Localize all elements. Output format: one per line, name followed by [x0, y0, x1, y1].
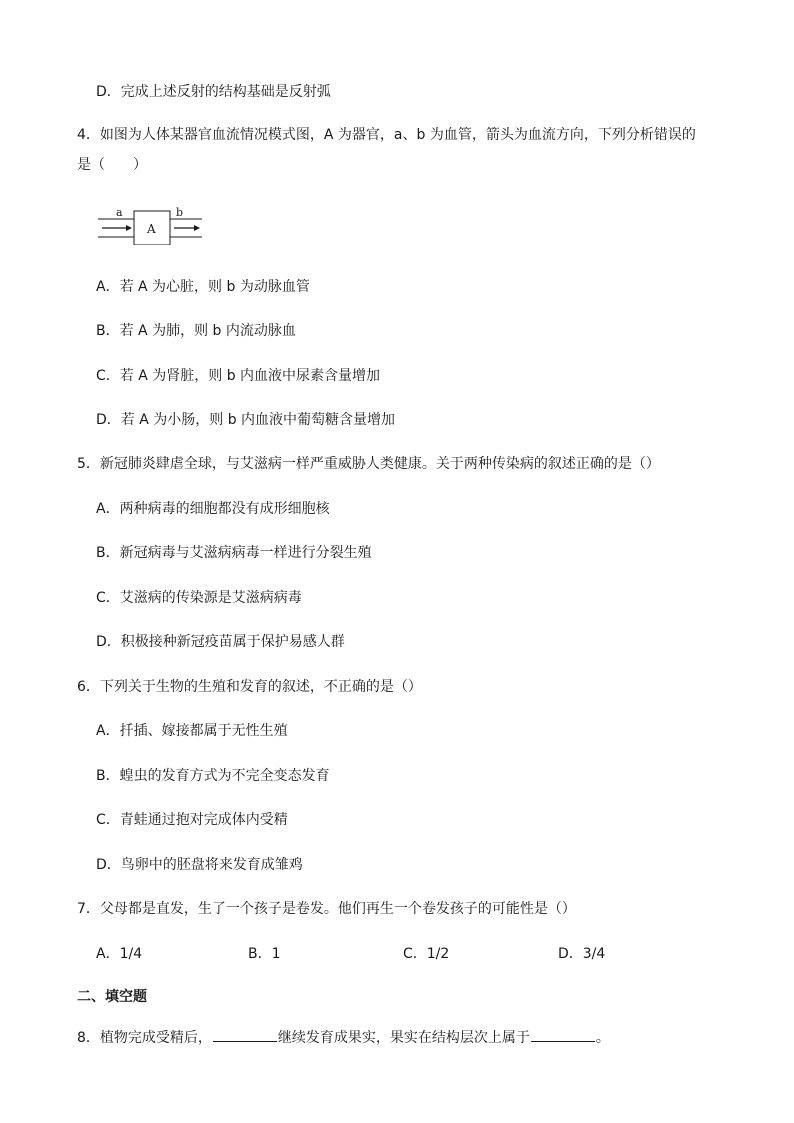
q4-option-d: D．若 A 为小肠，则 b 内血液中葡萄糖含量增加 [96, 412, 396, 428]
q8-text-part2: 继续发育成果实，果实在结构层次上属于 [277, 1030, 530, 1046]
organ-label: A [147, 222, 156, 236]
q6-option-b: B．蝗虫的发育方式为不完全变态发育 [96, 768, 330, 784]
q4-option-a: A．若 A 为心脏，则 b 为动脉血管 [96, 279, 310, 295]
q7-stem: 7．父母都是直发，生了一个孩子是卷发。他们再生一个卷发孩子的可能性是（） [77, 901, 576, 917]
q7-option-a: A．1/4 [96, 946, 143, 962]
q6-option-c: C．青蛙通过抱对完成体内受精 [96, 812, 288, 828]
q4-option-b: B．若 A 为肺，则 b 内流动脉血 [96, 323, 296, 339]
q4-stem-line1: 4．如图为人体某器官血流情况模式图，A 为器官，a、b 为血管，箭头为血流方向，下列分析错误的 [77, 127, 696, 143]
q8-text-part1: 8．植物完成受精后， [77, 1030, 212, 1046]
q4-stem-line2: 是（ ） [77, 157, 147, 173]
vessel-b-label: b [176, 206, 184, 219]
arrow-out-icon [194, 225, 200, 231]
q8-blank-1[interactable] [213, 1027, 277, 1042]
blood-flow-diagram [96, 205, 206, 245]
q8-text-part3: 。 [595, 1030, 610, 1046]
q5-stem: 5．新冠肺炎肆虐全球，与艾滋病一样严重威胁人类健康。关于两种传染病的叙述正确的是（） [77, 456, 660, 472]
q7-option-c: C．1/2 [403, 946, 450, 962]
q6-option-d: D．鸟卵中的胚盘将来发育成雏鸡 [96, 857, 303, 873]
q5-option-c: C．艾滋病的传染源是艾滋病病毒 [96, 590, 302, 606]
q6-stem: 6．下列关于生物的生殖和发育的叙述，不正确的是（） [77, 679, 422, 695]
q5-option-b: B．新冠病毒与艾滋病病毒一样进行分裂生殖 [96, 545, 372, 561]
q5-option-a: A．两种病毒的细胞都没有成形细胞核 [96, 501, 330, 517]
vessel-a-label: a [116, 206, 123, 219]
q7-option-b: B．1 [248, 946, 281, 962]
section-fill-in-title: 二、填空题 [77, 989, 147, 1005]
q6-option-a: A．扦插、嫁接都属于无性生殖 [96, 723, 288, 739]
q4-option-c: C．若 A 为肾脏，则 b 内血液中尿素含量增加 [96, 368, 381, 384]
q3-option-d: D．完成上述反射的结构基础是反射弧 [96, 84, 331, 100]
q7-option-d: D．3/4 [558, 946, 606, 962]
arrow-in-icon [126, 225, 132, 231]
q8-stem [77, 1027, 610, 1048]
q5-option-d: D．积极接种新冠疫苗属于保护易感人群 [96, 634, 345, 650]
q8-blank-2[interactable] [531, 1027, 595, 1042]
